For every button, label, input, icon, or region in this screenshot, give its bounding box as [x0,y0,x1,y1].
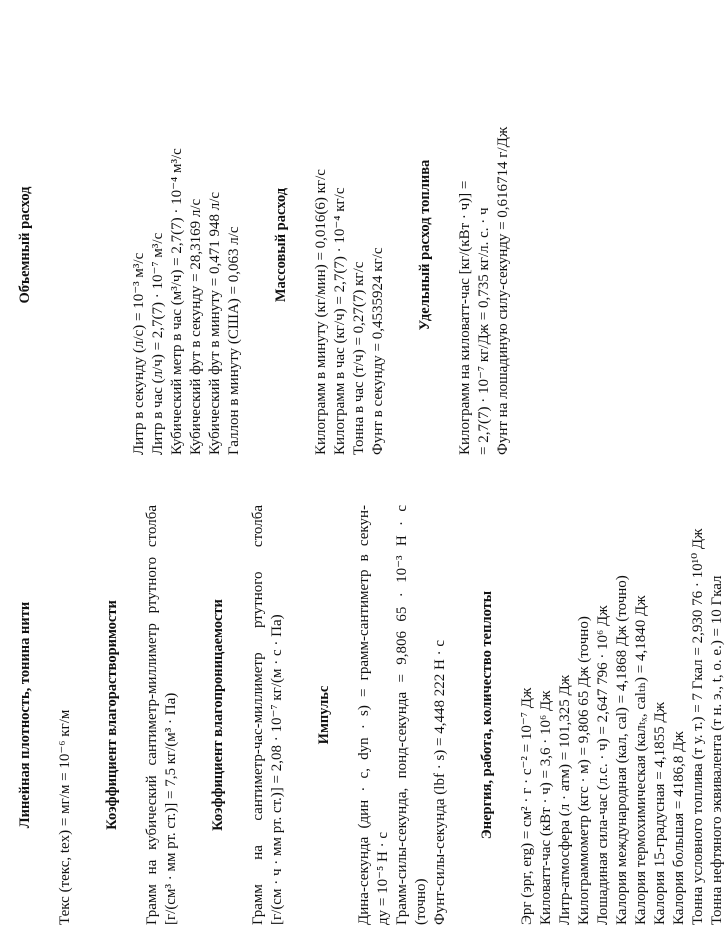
line-energy-5: Лошадиная сила-час (л.с. · ч) = 2,647 796 · 10⁶ Дж [595,605,611,925]
line-fuel-1: Килограмм на киловатт-час [кг/(кВт · ч)] = [457,180,473,455]
line-energy-6: Калория международная (кал, cal) = 4,1868 Дж (точно) [614,575,630,925]
line-permeability-1: Грамм на сантиметр-час-миллиметр ртутного столба [250,505,266,925]
line-solubility-2: [г/(см³ · мм рт. ст.)] = 7,5 кг/(м³ · Па) [163,692,179,925]
line-solubility-1: Грамм на кубический сантиметр-миллиметр ртутного столба [144,505,160,925]
line-impulse-1: Дина-секунда (дин · с, dyn · s) = грамм-сантиметр в секун- [356,505,372,925]
line-energy-9: Калория большая = 4186,8 Дж [671,731,687,925]
line-tex: Текс (текс, tex) = мг/м = 10⁻⁶ кг/м [57,709,73,925]
heading-energy: Энергия, работа, количество теплоты [479,590,495,840]
line-energy-2: Киловатт-час (кВт · ч) = 3,6 · 10⁶ Дж [538,690,554,925]
heading-impulse: Импульс [316,685,332,745]
line-energy-7: Калория термохимическая (калₜₓ, calₜₕ) = 4,1840 Дж [633,595,649,925]
line-impulse-5: Фунт-силы-секунда (lbf · s) = 4,448 222 Н · с [432,640,448,925]
line-mass-1: Килограмм в минуту (кг/мин) = 0,016(6) кг/с [313,169,329,455]
line-mass-4: Фунт в секунду = 0,4535924 кг/с [370,247,386,455]
heading-volume-flow: Объемный расход [17,186,33,304]
line-volume-2: Литр в час (л/ч) = 2,7(7) · 10⁻⁷ м³/с [150,232,166,455]
line-fuel-2: = 2,7(7) · 10⁻⁷ кг/Дж = 0,735 кг/л. с. · ч [476,207,492,455]
line-volume-6: Галлон в минуту (США) = 0,063 л/с [226,226,242,455]
heading-fuel-consumption: Удельный расход топлива [417,159,433,331]
right-column [0,35,666,455]
line-fuel-3: Фунт на лошадиную силу-секунду = 0,616714 г/Дж [495,126,511,455]
line-volume-1: Литр в секунду (л/с) = 10⁻³ м³/с [131,252,147,455]
heading-linear-density: Линейная плотность, тонина нити [17,601,33,829]
line-energy-10: Тонна условного топлива (т у. т.) = 7 Гкал = 2,930 76 · 10¹⁰ Дж [690,528,706,925]
heading-moisture-solubility: Коэффициент влагорастворимости [104,600,120,830]
left-column [0,505,725,925]
heading-moisture-permeability: Коэффициент влагопроницаемости [210,599,226,831]
line-mass-2: Килограмм в час (кг/ч) = 2,7(7) · 10⁻⁴ кг/с [332,187,348,455]
line-impulse-4: (точно) [413,878,429,925]
line-energy-3: Литр-атмосфера (л · атм) = 101,325 Дж [557,674,573,925]
line-volume-3: Кубический метр в час (м³/ч) = 2,7(7) · 10⁻⁴ м³/с [169,148,185,455]
line-permeability-2: [г/(см · ч · мм рт. ст.)] = 2,08 · 10⁻⁷ кг/(м · с · Па) [269,614,285,925]
line-energy-1: Эрг (эрг, erg) = см² · г · с⁻² = 10⁻⁷ Дж [519,687,535,925]
line-impulse-2: ду = 10⁻⁵ Н · с [375,832,391,925]
line-energy-4: Килограммометр (кгс · м) = 9,806 65 Дж (точно) [576,616,592,925]
line-volume-4: Кубический фут в секунду = 28,3169 л/с [188,198,204,455]
line-impulse-3: Грамм-силы-секунда, понд-секунда = 9,806 65 · 10⁻³ Н · с [394,505,410,925]
line-energy-11: Тонна нефтяного эквивалента (т н. э., t, o. e.) = 10 Гкал [709,575,725,925]
line-volume-5: Кубический фут в минуту = 0,471 948 л/с [207,191,223,455]
line-mass-3: Тонна в час (т/ч) = 0,27(7) кг/с [351,261,367,455]
line-energy-8: Калория 15-градусная = 4,1855 Дж [652,702,668,925]
heading-mass-flow: Массовый расход [273,187,289,303]
